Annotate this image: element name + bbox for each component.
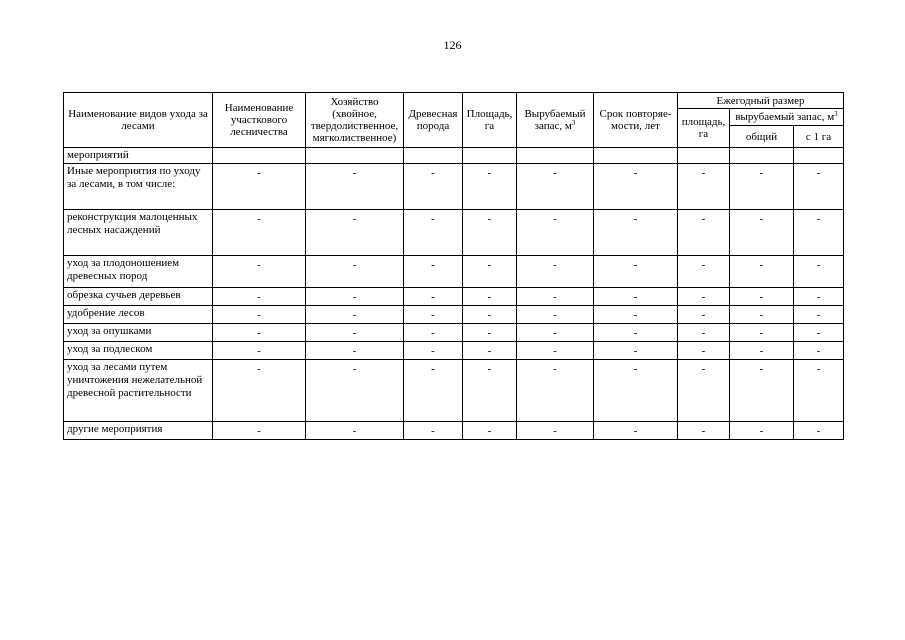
header-area: Площадь, га [463,93,517,148]
row-cell: - [794,422,844,440]
row-cell: - [594,342,678,360]
row-cell: - [306,360,404,422]
row-cell: - [404,342,463,360]
row-cell: - [306,324,404,342]
header-district: Наименование участкового лесничества [213,93,306,148]
row-cell: - [794,324,844,342]
row-cell: - [794,288,844,306]
row-name: другие мероприятия [64,422,213,440]
table-row [64,164,844,210]
header-annual-total: общий [730,126,794,148]
row-cell: - [678,324,730,342]
row-cell [678,148,730,164]
row-cell: - [678,306,730,324]
row-cell: - [594,256,678,288]
row-cell: - [730,256,794,288]
row-cell: - [678,210,730,256]
row-name: уход за опушками [64,324,213,342]
table-row [64,422,844,440]
row-cell: - [213,306,306,324]
row-cell: - [404,422,463,440]
row-cell: - [404,288,463,306]
row-cell [306,148,404,164]
header-stock-text: Вырубаемый запас, м [524,108,586,132]
table-row [64,256,844,288]
row-cell: - [213,164,306,210]
row-cell: - [594,164,678,210]
row-cell: - [306,210,404,256]
row-cell: - [517,422,594,440]
table-body [64,148,844,440]
row-cell: - [678,360,730,422]
row-cell: - [678,164,730,210]
row-cell: - [213,288,306,306]
forest-care-table [63,92,844,440]
row-cell [794,148,844,164]
row-cell: - [213,210,306,256]
row-cell: - [213,342,306,360]
header-annual: Ежегодный размер [678,93,844,109]
row-cell: - [463,342,517,360]
row-cell: - [463,360,517,422]
row-cell: - [404,306,463,324]
row-cell [730,148,794,164]
header-stock [517,93,594,148]
row-cell: - [517,342,594,360]
table-row [64,324,844,342]
row-name: уход за подлеском [64,342,213,360]
row-cell [213,148,306,164]
row-cell: - [594,360,678,422]
header-annual-stock [730,109,844,126]
row-name: уход за плодоношением древесных пород [64,256,213,288]
row-cell: - [463,288,517,306]
row-cell: - [730,324,794,342]
row-name: мероприятий [64,148,213,164]
header-period: Срок повторяе-мости, лет [594,93,678,148]
row-cell: - [794,210,844,256]
row-cell: - [213,360,306,422]
row-name: обрезка сучьев деревьев [64,288,213,306]
row-cell: - [213,256,306,288]
row-cell: - [463,256,517,288]
row-cell [463,148,517,164]
row-cell: - [517,306,594,324]
row-cell: - [517,360,594,422]
row-cell: - [594,288,678,306]
row-cell: - [678,288,730,306]
header-kind: Наименование видов ухода за лесами [64,93,213,148]
page-number: 126 [443,38,462,52]
row-cell [517,148,594,164]
row-cell: - [306,256,404,288]
row-cell: - [730,342,794,360]
row-cell: - [306,342,404,360]
row-cell: - [463,164,517,210]
row-name: уход за лесами путем уничтожения нежелательной древесной растительности [64,360,213,422]
table-header [64,93,844,148]
row-cell: - [794,342,844,360]
row-cell: - [404,324,463,342]
row-name: удобрение лесов [64,306,213,324]
row-cell: - [463,324,517,342]
row-cell: - [404,210,463,256]
header-stock-sup: 3 [571,119,576,127]
row-cell: - [794,164,844,210]
row-cell: - [794,360,844,422]
row-cell: - [463,422,517,440]
row-cell: - [730,288,794,306]
row-cell: - [404,164,463,210]
table-row [64,306,844,324]
row-cell: - [517,288,594,306]
row-cell: - [306,288,404,306]
row-cell: - [517,164,594,210]
table-row [64,360,844,422]
row-cell: - [594,210,678,256]
header-annual-stock-sup: 3 [834,110,838,118]
row-cell: - [594,422,678,440]
table-row [64,210,844,256]
row-cell: - [678,256,730,288]
row-cell: - [463,306,517,324]
row-cell: - [213,422,306,440]
row-cell [404,148,463,164]
row-name: реконструкция малоценных лесных насаждений [64,210,213,256]
header-annual-stock-text: вырубаемый запас, м [735,111,835,123]
table-row [64,148,844,164]
row-cell: - [213,324,306,342]
row-cell: - [404,360,463,422]
row-cell: - [517,324,594,342]
header-farm: Хозяйство (хвойное, твердолиственное, мягколиственное) [306,93,404,148]
header-annual-per-ha: с 1 га [794,126,844,148]
row-cell: - [306,306,404,324]
table-row [64,342,844,360]
row-cell: - [794,306,844,324]
row-cell: - [730,360,794,422]
header-annual-area: площадь, га [678,109,730,148]
row-cell: - [306,164,404,210]
row-cell: - [678,342,730,360]
row-cell: - [678,422,730,440]
row-cell: - [730,306,794,324]
row-cell: - [517,210,594,256]
row-cell: - [730,164,794,210]
row-cell: - [463,210,517,256]
row-name: Иные мероприятия по уходу за лесами, в том числе: [64,164,213,210]
row-cell: - [306,422,404,440]
header-species: Древесная порода [404,93,463,148]
row-cell: - [794,256,844,288]
row-cell: - [594,324,678,342]
row-cell: - [594,306,678,324]
row-cell: - [517,256,594,288]
row-cell: - [404,256,463,288]
table-row [64,288,844,306]
row-cell: - [730,210,794,256]
row-cell: - [730,422,794,440]
row-cell [594,148,678,164]
